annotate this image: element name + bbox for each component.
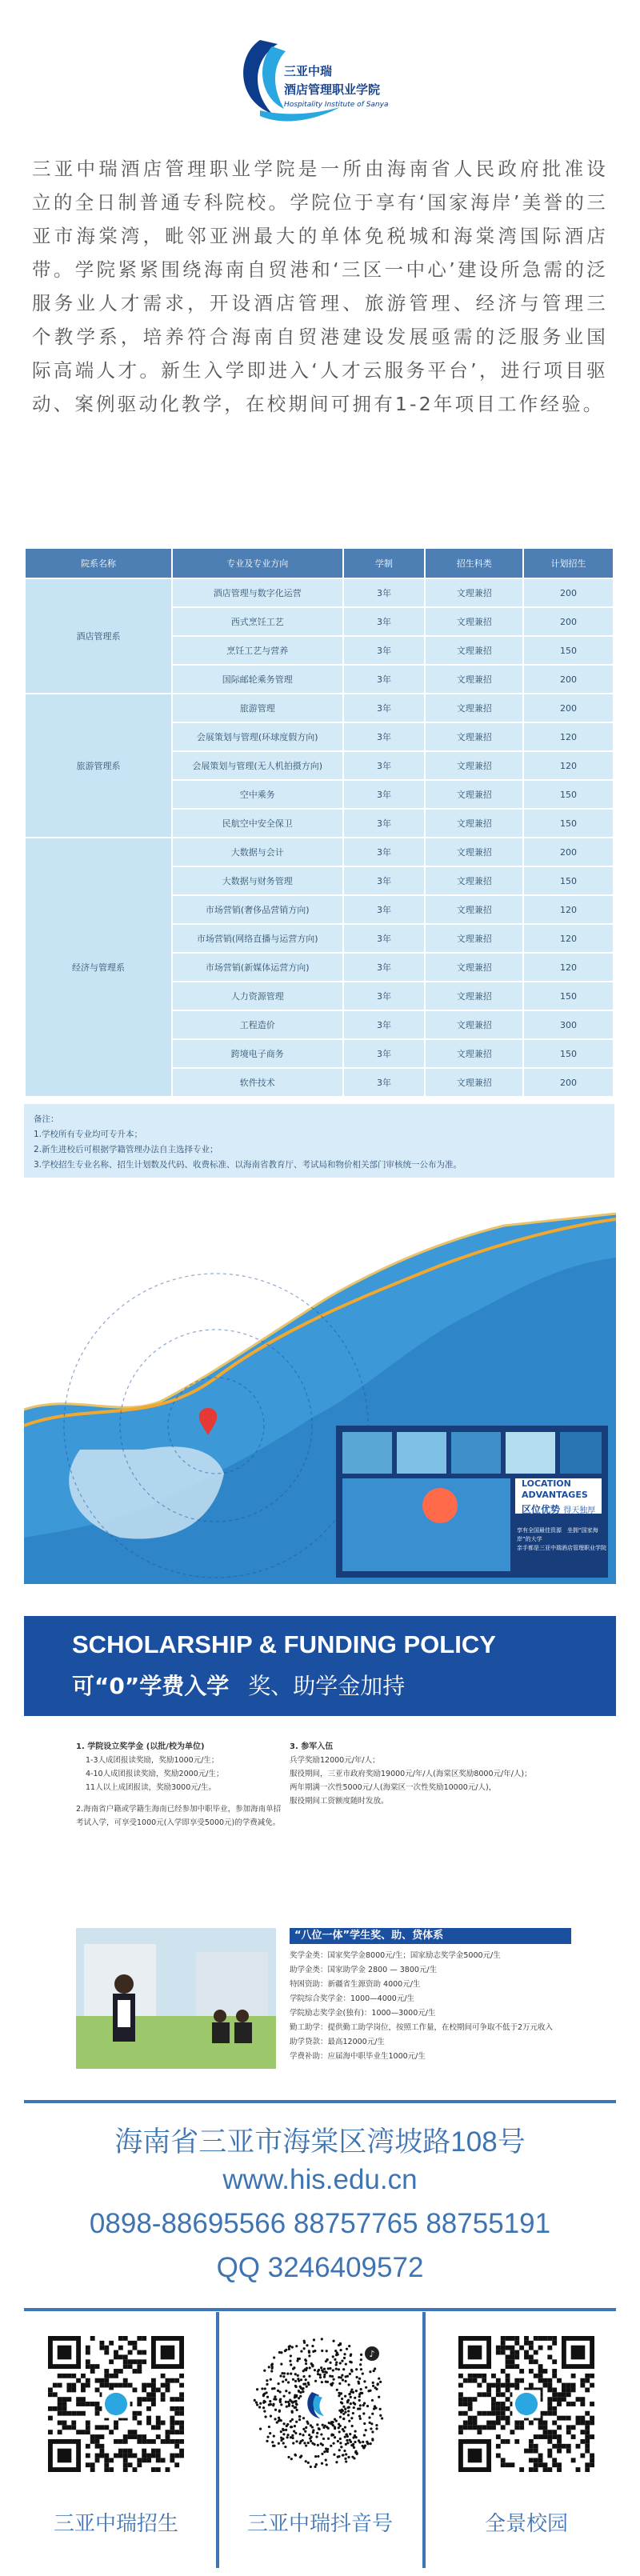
category-cell: 文理兼招 xyxy=(425,895,523,924)
notes-line: 备注： xyxy=(34,1114,59,1124)
duration-cell: 3年 xyxy=(343,780,426,809)
duration-cell: 3年 xyxy=(343,953,426,982)
map-caption2: 亲手都是三亚中瑞酒店管理职业学院 xyxy=(517,1545,606,1551)
category-cell: 文理兼招 xyxy=(425,953,523,982)
notes-line: 3.学校招生专业名称、招生计划数及代码、收费标准、以海南省教育厅、考试局和物价相关部门审核统一公布为准。 xyxy=(34,1160,462,1170)
sch-left-line: 11人以上成团报读，奖励3000元/生。 xyxy=(86,1783,216,1792)
plan-cell: 150 xyxy=(523,982,614,1010)
table-row xyxy=(25,578,614,607)
logo-cn-line2: 酒店管理职业学院 xyxy=(284,82,381,97)
plan-cell: 200 xyxy=(523,1068,614,1097)
plan-cell: 120 xyxy=(523,895,614,924)
duration-cell: 3年 xyxy=(343,694,426,722)
eight-item: 特困资助：新疆省生源资助 4000元/生 xyxy=(290,1980,421,1989)
sch-right-line: 服役期间，三亚市政府奖励19000元/年/人(海棠区奖励8000元/年/人)； xyxy=(290,1770,532,1778)
eight-item: 勤工助学：提供勤工助学岗位，按照工作量，在校期间可争取不低于2万元收入 xyxy=(290,2023,554,2032)
sch-right-line: 服役期间工资额度随时发放。 xyxy=(290,1797,389,1806)
plan-cell: 120 xyxy=(523,722,614,751)
category-cell: 文理兼招 xyxy=(425,1068,523,1097)
qr-block-campus[interactable] xyxy=(438,2336,614,2537)
qr-block-admission[interactable] xyxy=(28,2336,204,2537)
major-cell: 跨境电子商务 xyxy=(172,1039,343,1068)
category-cell: 文理兼招 xyxy=(425,694,523,722)
duration-cell: 3年 xyxy=(343,1039,426,1068)
header-plan: 计划招生 xyxy=(523,548,614,578)
plan-cell: 150 xyxy=(523,780,614,809)
eight-item: 学院励志奖学金(独有)：1000—3000元/生 xyxy=(290,2009,436,2018)
logo-cn-line1: 三亚中瑞 xyxy=(284,64,333,78)
students-photo xyxy=(76,1928,276,2069)
contact-qq: QQ 3246409572 xyxy=(216,2252,424,2283)
eight-item: 奖学金类：国家奖学金8000元/生；国家励志奖学金5000元/生 xyxy=(290,1951,501,1960)
dept-cell: 经济与管理系 xyxy=(25,838,172,1097)
dept-cell: 旅游管理系 xyxy=(25,694,172,838)
duration-cell: 3年 xyxy=(343,578,426,607)
logo-en: Hospitality Institute of Sanya xyxy=(284,101,389,109)
eight-in-one-list xyxy=(290,1949,566,2064)
header-dept: 院系名称 xyxy=(25,548,172,578)
sch-left-line: 4-10人成团报读奖励，奖励2000元/生； xyxy=(86,1770,224,1778)
plan-cell: 150 xyxy=(523,866,614,895)
category-cell: 文理兼招 xyxy=(425,722,523,751)
qr-label-douyin: 三亚中瑞抖音号 xyxy=(246,2512,393,2536)
map-subtitle: 得天独厚 xyxy=(563,1506,596,1515)
plan-cell: 150 xyxy=(523,636,614,665)
qr-label-admission: 三亚中瑞招生 xyxy=(53,2512,178,2536)
duration-cell: 3年 xyxy=(343,1068,426,1097)
contact-phones[interactable]: 0898-88695566 88757765 88755191 xyxy=(89,2208,551,2239)
map-title-en: LOCATION ADVANTAGES xyxy=(522,1478,588,1500)
svg-text:♪: ♪ xyxy=(369,2349,375,2359)
duration-cell: 3年 xyxy=(343,751,426,780)
major-cell: 会展策划与管理(环球度假方向) xyxy=(172,722,343,751)
duration-cell: 3年 xyxy=(343,924,426,953)
douyin-qr-code-icon[interactable] xyxy=(252,2336,388,2472)
dept-cell: 酒店管理系 xyxy=(25,578,172,694)
major-cell: 市场营销(新媒体运营方向) xyxy=(172,953,343,982)
sch-left-line: 1-3人成团报读奖励，奖励1000元/生； xyxy=(86,1756,219,1765)
plan-cell: 200 xyxy=(523,665,614,694)
notes-line: 1.学校所有专业均可专升本； xyxy=(34,1130,143,1139)
scholarship-title-en: SCHOLARSHIP & FUNDING POLICY xyxy=(72,1630,496,1658)
plan-cell: 200 xyxy=(523,838,614,866)
major-cell: 大数据与会计 xyxy=(172,838,343,866)
major-cell: 人力资源管理 xyxy=(172,982,343,1010)
table-row xyxy=(25,694,614,722)
category-cell: 文理兼招 xyxy=(425,838,523,866)
header-category: 招生科类 xyxy=(425,548,523,578)
header-major: 专业及专业方向 xyxy=(172,548,343,578)
category-cell: 文理兼招 xyxy=(425,1010,523,1039)
notes-line: 2.新生进校后可根据学籍管理办法自主选择专业； xyxy=(34,1145,218,1154)
qr-code-icon[interactable] xyxy=(458,2336,594,2472)
plan-cell: 200 xyxy=(523,578,614,607)
scholarship-title-cn2: 奖、助学金加持 xyxy=(248,1673,406,1699)
major-cell: 市场营销(奢侈品营销方向) xyxy=(172,895,343,924)
plan-cell: 120 xyxy=(523,751,614,780)
majors-table xyxy=(24,547,614,1098)
duration-cell: 3年 xyxy=(343,838,426,866)
major-cell: 软件技术 xyxy=(172,1068,343,1097)
major-cell: 旅游管理 xyxy=(172,694,343,722)
sch-right-line: 3. 参军入伍 xyxy=(290,1742,334,1751)
scholarship-left-text xyxy=(76,1740,284,1830)
qr-divider xyxy=(216,2312,219,2568)
duration-cell: 3年 xyxy=(343,809,426,838)
category-cell: 文理兼招 xyxy=(425,751,523,780)
map-title-cn: 区位优势 xyxy=(522,1504,561,1515)
duration-cell: 3年 xyxy=(343,866,426,895)
major-cell: 市场营销(网络直播与运营方向) xyxy=(172,924,343,953)
scholarship-right-text xyxy=(290,1740,566,1808)
category-cell: 文理兼招 xyxy=(425,665,523,694)
major-cell: 酒店管理与数字化运营 xyxy=(172,578,343,607)
eight-item: 学费补助：应届海中职毕业生1000元/生 xyxy=(290,2052,426,2061)
divider-bottom xyxy=(24,2308,616,2311)
scholarship-banner xyxy=(24,1616,616,1716)
category-cell: 文理兼招 xyxy=(425,607,523,636)
contact-address: 海南省三亚市海棠区湾坡路108号 xyxy=(114,2126,526,2158)
eight-item: 助学金类：国家助学金 2800 — 3800元/生 xyxy=(290,1966,438,1974)
category-cell: 文理兼招 xyxy=(425,578,523,607)
major-cell: 大数据与财务管理 xyxy=(172,866,343,895)
eight-item: 助学贷款：最高12000元/生 xyxy=(290,2038,385,2046)
duration-cell: 3年 xyxy=(343,636,426,665)
qr-divider xyxy=(422,2312,426,2568)
category-cell: 文理兼招 xyxy=(425,1039,523,1068)
table-row xyxy=(25,838,614,866)
duration-cell: 3年 xyxy=(343,895,426,924)
major-cell: 空中乘务 xyxy=(172,780,343,809)
duration-cell: 3年 xyxy=(343,982,426,1010)
plan-cell: 150 xyxy=(523,809,614,838)
scholarship-title-cn: 可“0”学费入学 xyxy=(72,1673,230,1699)
qr-label-campus: 全景校园 xyxy=(484,2512,568,2536)
qr-block-douyin[interactable] xyxy=(232,2336,408,2537)
sch-right-line: 两年期满一次性5000元/人(海棠区一次性奖励10000元/人)， xyxy=(290,1783,497,1792)
major-cell: 烹饪工艺与营养 xyxy=(172,636,343,665)
header-duration: 学制 xyxy=(343,548,426,578)
sch-left-line: 1. 学院设立奖学金 (以批/校为单位) xyxy=(76,1742,205,1751)
category-cell: 文理兼招 xyxy=(425,809,523,838)
qr-code-icon[interactable] xyxy=(48,2336,184,2472)
duration-cell: 3年 xyxy=(343,665,426,694)
duration-cell: 3年 xyxy=(343,607,426,636)
plan-cell: 120 xyxy=(523,924,614,953)
plan-cell: 200 xyxy=(523,694,614,722)
category-cell: 文理兼招 xyxy=(425,780,523,809)
table-header-row xyxy=(25,548,614,578)
location-map xyxy=(24,1210,616,1584)
eight-item: 学院综合奖学金：1000—4000元/生 xyxy=(290,1994,415,2003)
major-cell: 民航空中安全保卫 xyxy=(172,809,343,838)
major-cell: 西式烹饪工艺 xyxy=(172,607,343,636)
duration-cell: 3年 xyxy=(343,722,426,751)
plan-cell: 120 xyxy=(523,953,614,982)
intro-paragraph: 三亚中瑞酒店管理职业学院是一所由海南省人民政府批准设立的全日制普通专科院校。学院位于享有‘国家海岸’美誉的三亚市海棠湾，毗邻亚洲最大的单体免税城和海棠湾国际酒店带。学院紧紧围绕海南自贸港和‘三区一中心’建设所急需的泛服务业人才需求，开设酒店管理、旅游管理、经济与管理三个教学系，培养符合海南自贸港建设发展亟需的泛服务业国际高端人才。新生入学即进入‘人才云服务平台’，进行项目驱动、案例驱动化教学，在校期间可拥有1-2年项目工作经验。 xyxy=(32,158,608,415)
plan-cell: 150 xyxy=(523,1039,614,1068)
category-cell: 文理兼招 xyxy=(425,636,523,665)
divider-top xyxy=(24,2100,616,2103)
category-cell: 文理兼招 xyxy=(425,866,523,895)
sch-right-line: 兵学奖励12000元/年/人； xyxy=(290,1756,380,1765)
major-cell: 工程造价 xyxy=(172,1010,343,1039)
major-cell: 会展策划与管理(无人机拍摄方向) xyxy=(172,751,343,780)
map-caption1: 享有全国最佳资源 坐拥“国家海岸”的大学 xyxy=(517,1527,598,1542)
duration-cell: 3年 xyxy=(343,1010,426,1039)
category-cell: 文理兼招 xyxy=(425,924,523,953)
contact-website[interactable]: www.his.edu.cn xyxy=(222,2164,418,2195)
plan-cell: 300 xyxy=(523,1010,614,1039)
notes-box xyxy=(24,1104,614,1178)
category-cell: 文理兼招 xyxy=(425,982,523,1010)
plan-cell: 200 xyxy=(523,607,614,636)
sch-left-line: 2.海南省户籍或学籍生海南已经参加中职毕业，参加海南单招考试入学，可享受1000元(入学即享受5000元)的学费减免。 xyxy=(76,1805,282,1827)
major-cell: 国际邮轮乘务管理 xyxy=(172,665,343,694)
eight-in-one-title: “八位一体”学生奖、助、贷体系 xyxy=(290,1928,571,1944)
